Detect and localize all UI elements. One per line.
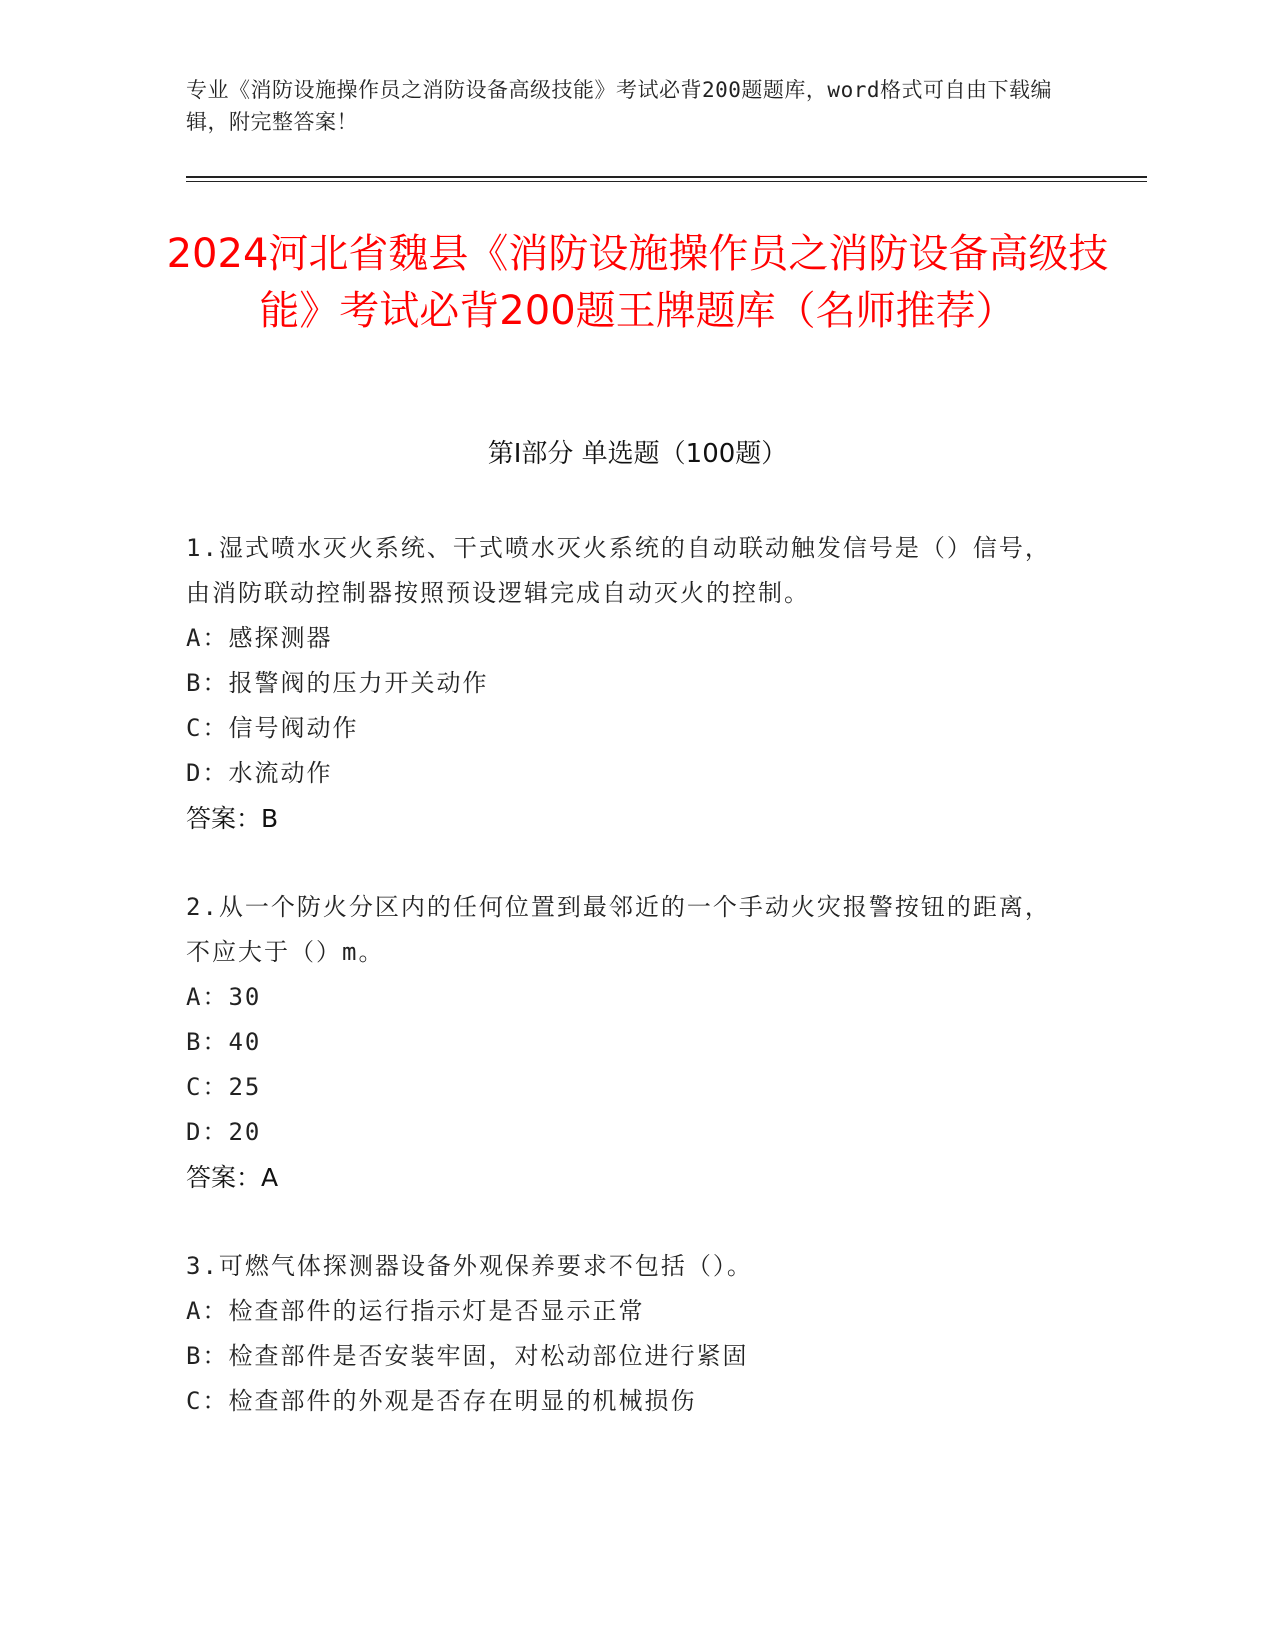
header-divider-thick	[186, 176, 1147, 178]
question-1	[186, 526, 1066, 841]
option-d: D：水流动作	[186, 759, 333, 787]
answer: 答案：B	[186, 804, 279, 833]
option-b: B：报警阀的压力开关动作	[186, 669, 489, 697]
option-c: C：检查部件的外观是否存在明显的机械损伤	[186, 1387, 697, 1415]
option-a: A：感探测器	[186, 624, 333, 652]
question-stem: 1.湿式喷水灭火系统、干式喷水灭火系统的自动联动触发信号是（）信号，由消防联动控制器按照预设逻辑完成自动灭火的控制。	[186, 534, 1051, 607]
option-c: C：信号阀动作	[186, 714, 359, 742]
option-c: C：25	[186, 1073, 262, 1101]
option-b: B：检查部件是否安装牢固，对松动部位进行紧固	[186, 1342, 749, 1370]
option-a: A：检查部件的运行指示灯是否显示正常	[186, 1297, 645, 1325]
question-list	[186, 526, 1066, 1468]
document-title: 2024河北省魏县《消防设施操作员之消防设备高级技能》考试必背200题王牌题库（名师推荐）	[166, 231, 1109, 334]
answer: 答案：A	[186, 1163, 279, 1192]
section-title: 第I部分 单选题（100题）	[487, 439, 788, 469]
header-note: 专业《消防设施操作员之消防设备高级技能》考试必背200题题库，word格式可自由下载编辑，附完整答案！	[186, 78, 1052, 134]
question-3	[186, 1244, 1066, 1424]
option-b: B：40	[186, 1028, 262, 1056]
question-stem: 3.可燃气体探测器设备外观保养要求不包括（）。	[186, 1252, 753, 1280]
option-a: A：30	[186, 983, 262, 1011]
option-d: D：20	[186, 1118, 262, 1146]
header-divider-thin	[186, 181, 1147, 182]
question-stem: 2.从一个防火分区内的任何位置到最邻近的一个手动火灾报警按钮的距离，不应大于（）m。	[186, 893, 1051, 966]
question-2	[186, 885, 1066, 1200]
